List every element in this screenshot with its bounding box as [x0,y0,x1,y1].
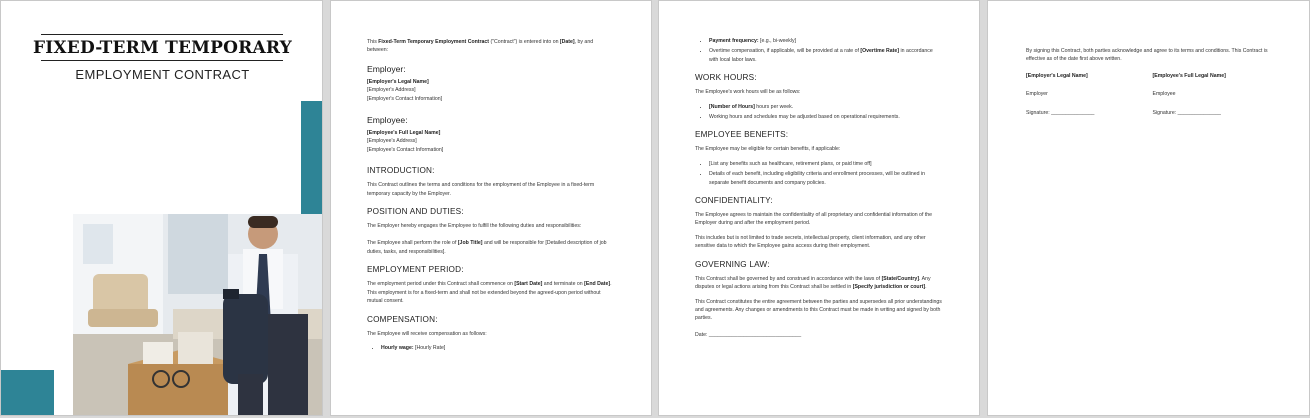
number-of-hours: [Number of Hours] [709,103,755,110]
compensation-heading: COMPENSATION: [367,314,438,324]
intro-pre: This [367,39,379,45]
employer-name: [Employer's Legal Name] [367,78,429,85]
governing-law-text [695,275,943,292]
employer-label: Employer [1026,91,1048,98]
duties-job-title: [Job Title] [457,240,483,247]
period-text [367,280,615,305]
contract-page-4 [987,0,1310,416]
list-item: • Details of each benefit, including eligibility criteria and enrollment processes, will be outlined in separate benefit documents and company policies. [709,170,943,187]
period-start-date: [Start Date] [514,281,543,288]
work-hours-heading: WORK HOURS: [695,73,757,83]
list-item [709,47,943,64]
payment-frequency-value: [e.g., bi-weekly] [758,38,797,44]
introduction-heading: INTRODUCTION: [367,166,435,176]
employer-block [367,78,615,103]
intro-contract-name: Fixed-Term Temporary Employment Contract [378,39,490,45]
cover-subtitle: EMPLOYMENT CONTRACT [75,67,250,82]
intro-mid: ("Contract") is entered into on [489,39,560,45]
employee-address: [Employee's Address] [367,138,417,145]
overtime-pre: Overtime compensation, if applicable, will be provided at a rate of [709,48,861,55]
employer-signature-line: Signature: _______________ [1026,109,1095,116]
confidentiality-heading: CONFIDENTIALITY: [695,196,773,206]
list-item: • Working hours and schedules may be adjusted based on operational requirements. [709,113,943,121]
employer-signature-column [1026,72,1153,127]
page-3-content [695,37,943,345]
period-heading: EMPLOYMENT PERIOD: [367,265,464,275]
work-hours-text: The Employee's work hours will be as follows: [695,89,801,96]
intro-post: , by and between: [367,39,594,54]
page-4-content [1026,47,1279,127]
list-item [709,103,943,111]
confidentiality-text-2: This includes but is not limited to trade secrets, intellectual property, client information, and any other sensitive data to which the Employee gains access during their employment. [695,234,926,250]
cover-title: FIXED-TERM TEMPORARY [32,38,293,58]
teal-accent-block [1,370,54,416]
teal-accent-bar [301,101,323,214]
period-post: . This employment is for a fixed-term and shall not be extended beyond the agreed-upon period without mutual consent. [367,281,612,305]
period-end-date: [End Date] [584,281,611,288]
employee-signature-line: Signature: _______________ [1152,109,1221,116]
intro-sentence [367,38,615,55]
overtime-post: in accordance with local labor laws. [709,48,933,63]
hourly-wage-label: Hourly wage: [381,344,414,351]
duties-role-pre: The Employee shall perform the role of [367,240,458,247]
law-jurisdiction: [Specify jurisdiction or court] [852,284,926,291]
cover-photo [73,214,323,416]
list-item [381,344,615,352]
contract-page-3 [658,0,980,416]
law-pre: This Contract shall be governed by and construed in accordance with the laws of [695,275,882,282]
employee-name: [Employee's Full Legal Name] [1152,72,1226,79]
employee-signature-column [1153,72,1280,127]
duties-heading: POSITION AND DUTIES: [367,207,464,217]
compensation-list-continued [695,37,943,64]
employee-label: Employee [1152,91,1176,98]
employer-heading: Employer: [367,63,406,74]
acknowledgement-text: By signing this Contract, both parties acknowledge and agree to its terms and conditions. This Contract is effective as of the date first above written. [1026,48,1268,63]
law-state-country: [State/Country] [881,275,920,282]
compensation-text: The Employee will receive compensation as follows: [367,330,487,337]
hourly-wage-value: [Hourly Rate] [413,344,446,351]
compensation-list [367,344,615,352]
hours-per-week: hours per week. [754,103,794,110]
entire-agreement-text: This Contract constitutes the entire agreement between the parties and supersedes all prior understandings and agreements. Any changes or amendments to this Contract must be made in writing and signed by both parties. [695,298,942,322]
contract-page-2 [330,0,652,416]
employee-name: [Employee's Full Legal Name] [367,130,441,137]
benefits-heading: EMPLOYEE BENEFITS: [695,130,789,140]
page-2-content [367,38,615,358]
cover-bottom-rule [41,60,283,61]
duties-text: The Employer hereby engages the Employee to fulfill the following duties and responsibilities: [367,223,582,230]
employee-block [367,129,615,154]
law-mid: . Any disputes or legal actions arising from this Contract shall be settled in [695,275,931,291]
payment-frequency-label: Payment frequency: [709,38,759,44]
introduction-text: This Contract outlines the terms and conditions for the employment of the Employee in a fixed-term temporary capacity by the Employer. [367,182,595,197]
cover-top-rule [41,34,283,35]
employer-contact: [Employer's Contact Information] [367,95,443,102]
duties-role-post: and will be responsible for [Detailed description of job duties, tasks, and responsibilities]. [367,240,607,255]
duties-role-text [367,239,615,256]
law-post: . [925,284,927,291]
date-line: Date: ________________________________ [695,331,802,338]
list-item: • [List any benefits such as healthcare, retirement plans, or paid time off] [709,160,943,168]
work-hours-list [695,103,943,122]
intro-date: [Date] [559,39,575,45]
confidentiality-text-1: The Employee agrees to maintain the confidentiality of all proprietary and confidential information of the Employer during and after the employment period. [695,212,933,227]
governing-law-heading: GOVERNING LAW: [695,259,770,269]
signature-block [1026,72,1279,127]
benefits-text: The Employee may be eligible for certain benefits, if applicable: [695,146,841,153]
cover-page [0,0,323,416]
list-item [709,37,943,45]
office-worker-illustration [73,214,323,416]
employer-name: [Employer's Legal Name] [1026,72,1088,79]
period-mid: and terminate on [542,281,585,288]
employee-heading: Employee: [367,115,408,126]
employer-address: [Employer's Address] [367,87,416,94]
period-pre: The employment period under this Contract shall commence on [367,281,515,288]
benefits-list [695,160,943,187]
overtime-rate: [Overtime Rate] [860,48,900,55]
employee-contact: [Employee's Contact Information] [367,146,444,153]
